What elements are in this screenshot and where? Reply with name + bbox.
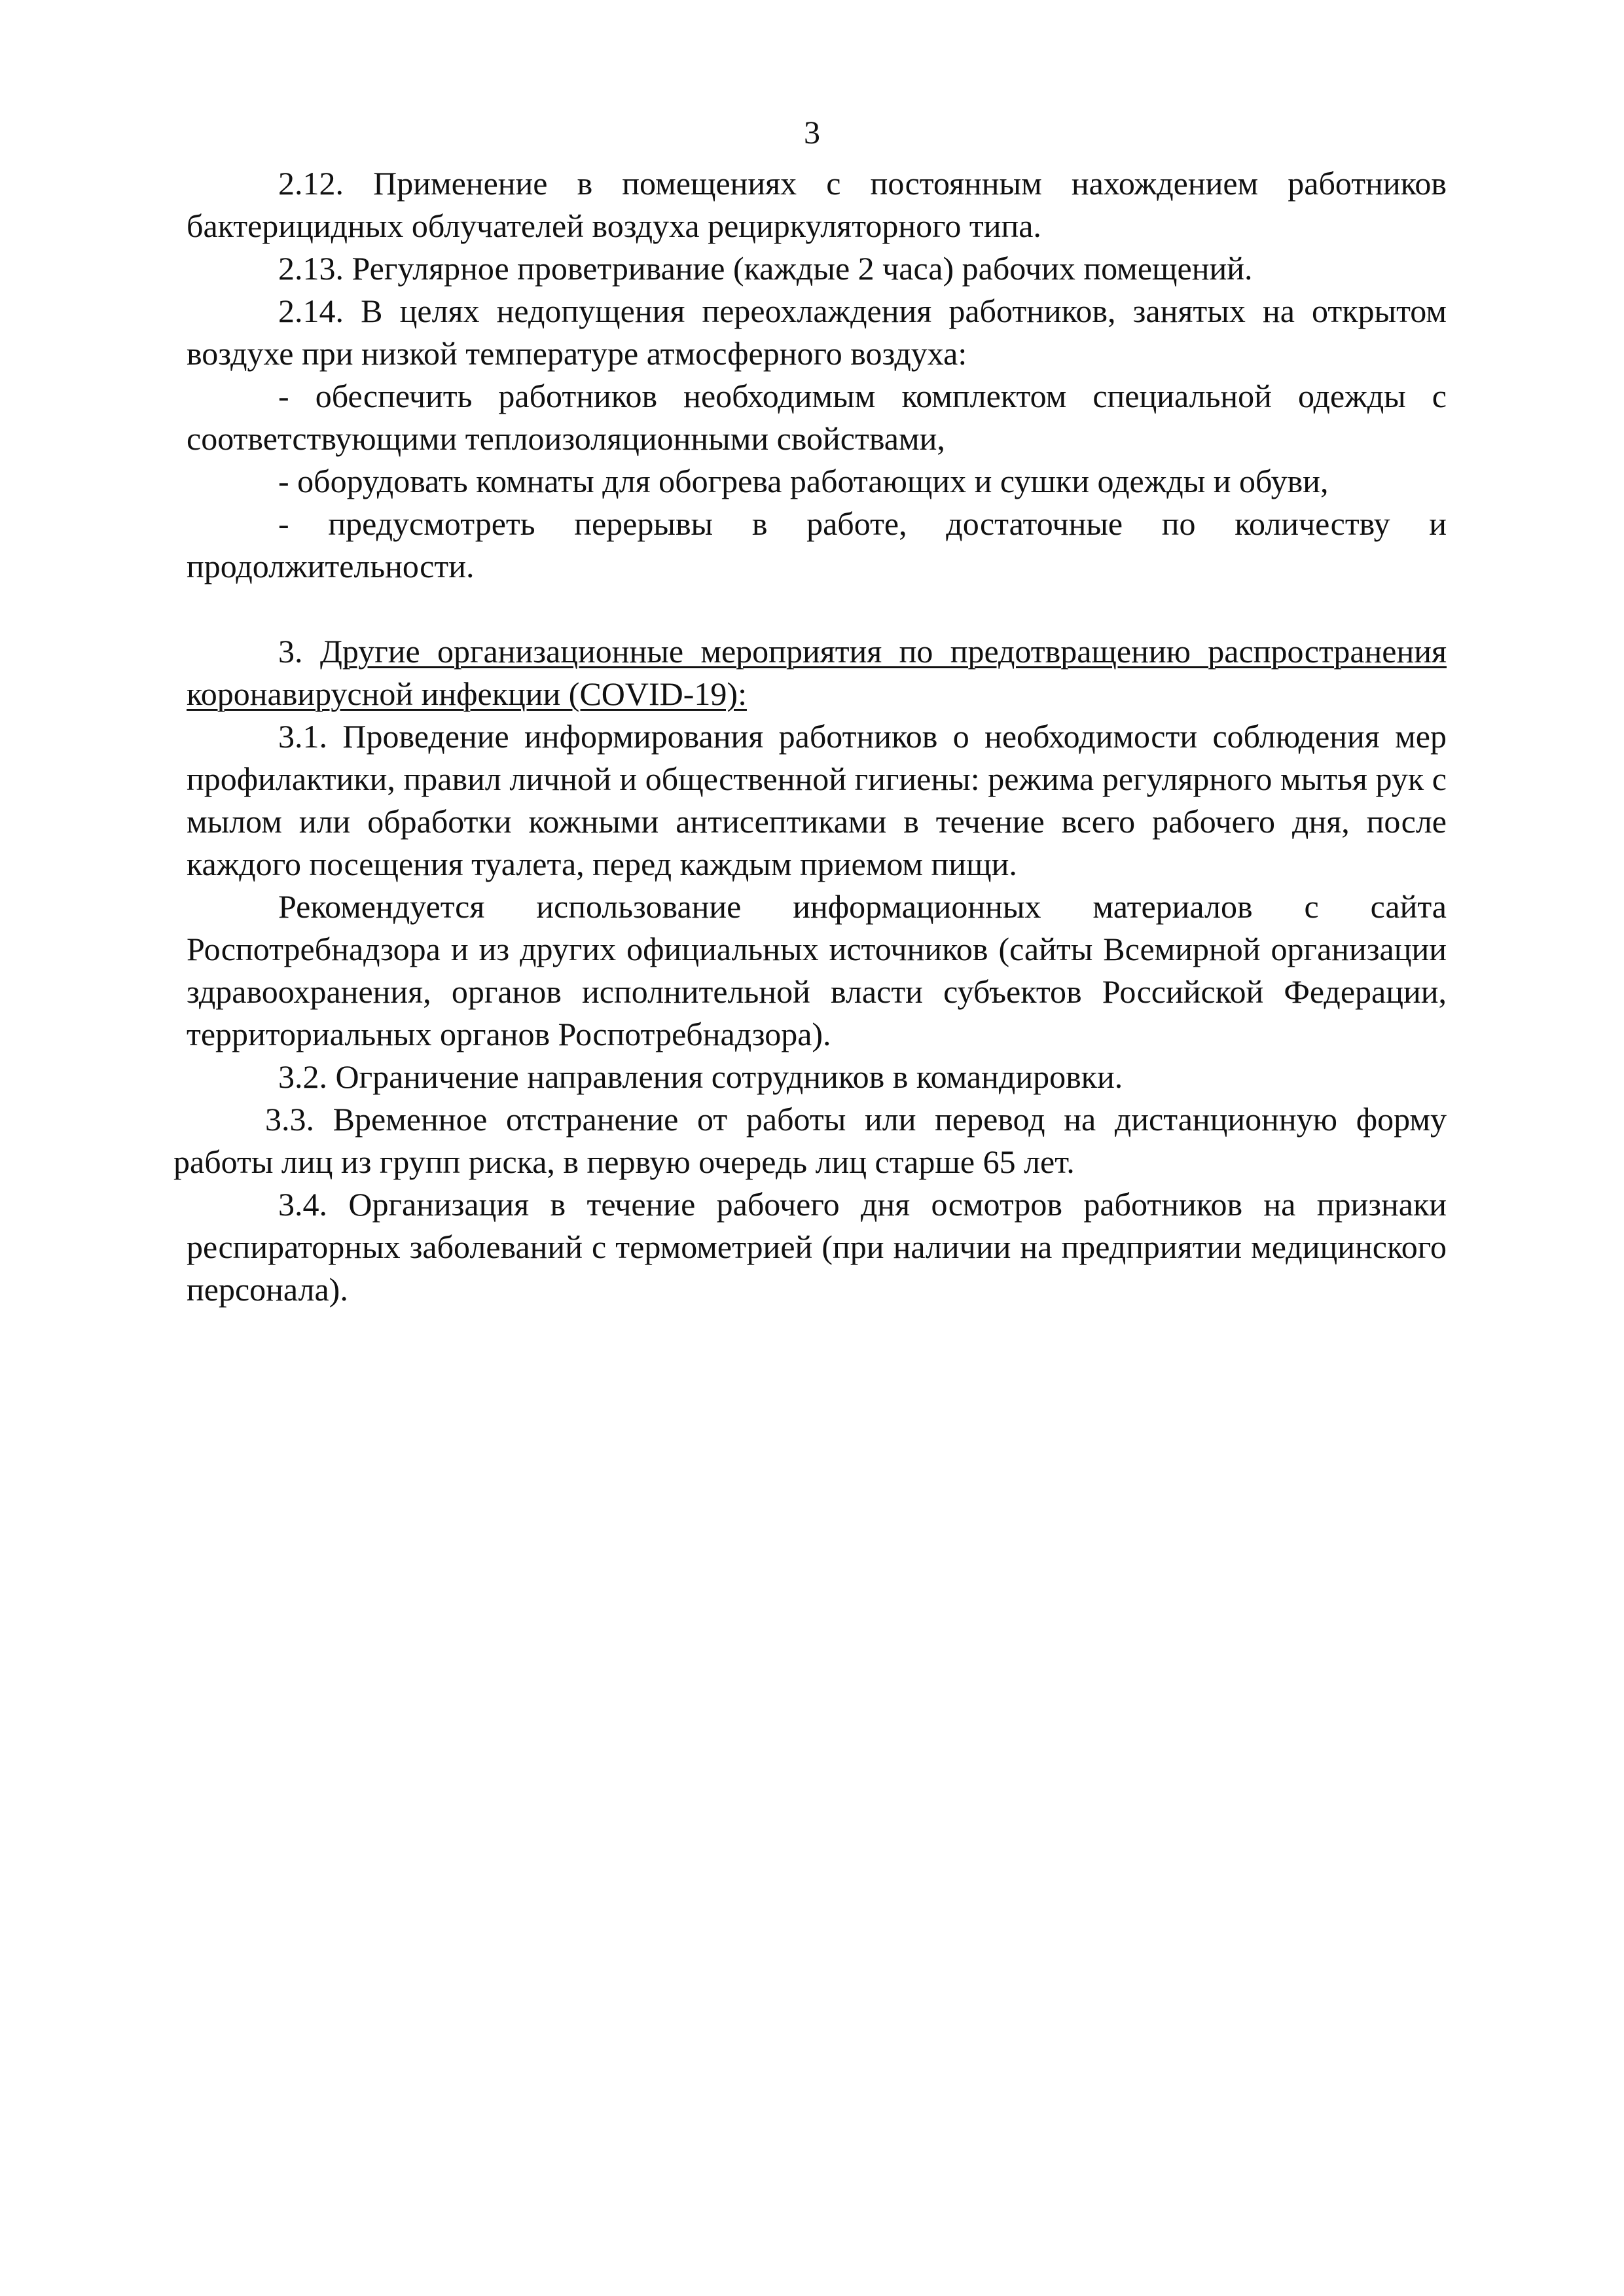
paragraph-2-13: 2.13. Регулярное проветривание (каждые 2 часа) рабочих помещений. xyxy=(278,250,1253,287)
section-3-number: 3. xyxy=(278,633,320,670)
paragraph-3-3: 3.3. Временное отстранение от работы или перевод на дистанционную форму работы лиц из групп риска, в первую очередь лиц старше 65 лет. xyxy=(173,1101,1447,1180)
section-spacer xyxy=(187,588,1447,630)
section-3-heading xyxy=(187,630,1447,715)
paragraph-2-12: 2.12. Применение в помещениях с постоянным нахождением работников бактерицидных облучателей воздуха рециркуляторного типа. xyxy=(187,165,1447,244)
list-item-work-breaks: - предусмотреть перерывы в работе, достаточные по количеству и продолжительности. xyxy=(187,505,1447,584)
paragraph-2-14: 2.14. В целях недопущения переохлаждения работников, занятых на открытом воздухе при низкой температуре атмосферного воздуха: xyxy=(187,293,1447,372)
document-body xyxy=(173,162,1447,1311)
paragraph-3-1: 3.1. Проведение информирования работников о необходимости соблюдения мер профилактики, правил личной и общественной гигиены: режима регулярного мытья рук с мылом или обработки кожными антисептиками в течение всего рабочего дня, после каждого посещения туалета, перед каждым приемом пищи. xyxy=(187,718,1447,882)
page-number: 3 xyxy=(804,114,820,151)
list-item-heating-rooms: - оборудовать комнаты для обогрева работающих и сушки одежды и обуви, xyxy=(278,463,1329,499)
paragraph-3-4: 3.4. Организация в течение рабочего дня осмотров работников на признаки респираторных заболеваний с термометрией (при наличии на предприятии медицинского персонала). xyxy=(187,1186,1447,1308)
paragraph-recommendation: Рекомендуется использование информационных материалов с сайта Роспотребнадзора и из других официальных источников (сайты Всемирной организации здравоохранения, органов исполнительной власти субъектов Российской Федерации, территориальных органов Роспотребнадзора). xyxy=(187,888,1447,1052)
list-item-clothing: - обеспечить работников необходимым комплектом специальной одежды с соответствующими теплоизоляционными свойствами, xyxy=(187,378,1447,457)
paragraph-3-2: 3.2. Ограничение направления сотрудников в командировки. xyxy=(278,1058,1123,1095)
section-3-title: Другие организационные мероприятия по предотвращению распространения коронавирусной инфекции (COVID-19): xyxy=(187,633,1447,712)
